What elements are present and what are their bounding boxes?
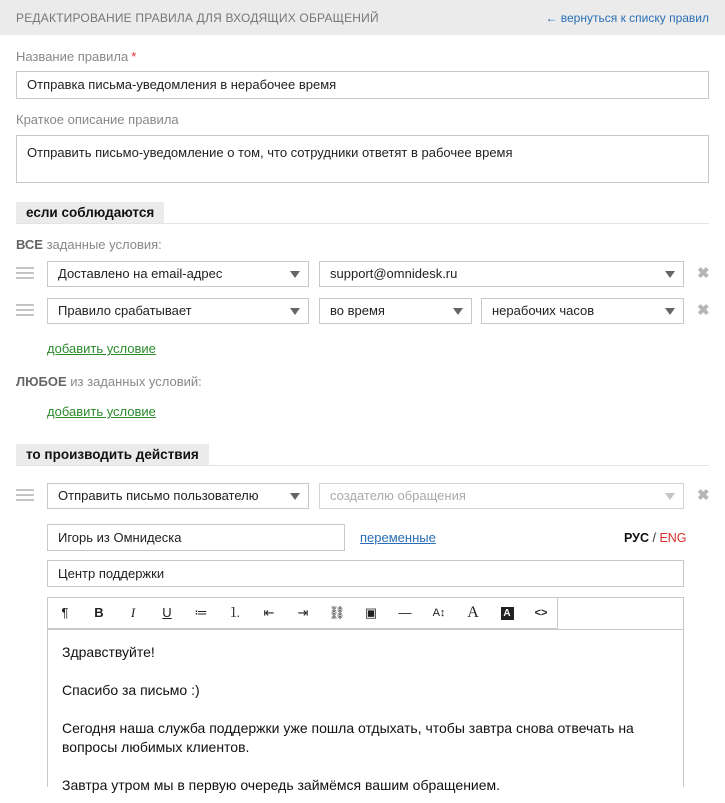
- subject-input[interactable]: Центр поддержки: [47, 560, 684, 587]
- add-condition-all-link[interactable]: добавить условие: [47, 341, 156, 356]
- editor-paragraph: Здравствуйте!: [62, 644, 155, 660]
- italic-icon[interactable]: I: [130, 605, 136, 620]
- conditions-section-label: если соблюдаются: [16, 202, 164, 223]
- chevron-down-icon: [665, 493, 675, 500]
- back-to-rules-link[interactable]: ← вернуться к списку правил: [545, 11, 709, 25]
- chevron-down-icon: [453, 308, 463, 315]
- condition-field-select[interactable]: Доставлено на email-адрес: [47, 261, 309, 287]
- link-icon[interactable]: ⛓: [328, 605, 346, 620]
- page-header: [0, 0, 725, 35]
- editor-toolbar: [48, 598, 558, 629]
- font-size-icon[interactable]: A↕: [432, 607, 446, 619]
- horizontal-rule-icon[interactable]: —: [398, 605, 412, 620]
- toolbar-divider: [48, 629, 683, 630]
- condition-value-select[interactable]: нерабочих часов: [481, 298, 684, 324]
- editor-content[interactable]: [62, 643, 667, 803]
- chevron-down-icon: [290, 308, 300, 315]
- rule-name-label: Название правила *: [16, 49, 137, 64]
- lang-en-toggle[interactable]: ENG: [659, 531, 687, 545]
- chevron-down-icon: [665, 271, 675, 278]
- conditions-section-header: [16, 202, 709, 224]
- required-mark: *: [131, 49, 137, 64]
- add-condition-any-link[interactable]: добавить условие: [47, 404, 156, 419]
- any-conditions-label: ЛЮБОЕ из заданных условий:: [16, 374, 202, 389]
- condition-value-select[interactable]: support@omnidesk.ru: [319, 261, 684, 287]
- drag-handle-icon[interactable]: [16, 304, 34, 316]
- condition-field-select[interactable]: Правило срабатывает: [47, 298, 309, 324]
- message-editor[interactable]: [47, 597, 684, 793]
- language-switch: РУС / ENG: [624, 531, 687, 545]
- condition-operator-select[interactable]: во время: [319, 298, 472, 324]
- bullet-list-icon[interactable]: ≔: [194, 605, 208, 620]
- editor-paragraph: Сегодня наша служба поддержки уже пошла отдыхать, чтобы завтра снова отвечать на вопросы любимых клиентов.: [62, 720, 634, 755]
- page-title: РЕДАКТИРОВАНИЕ ПРАВИЛА ДЛЯ ВХОДЯЩИХ ОБРАЩЕНИЙ: [16, 11, 379, 25]
- numbered-list-icon[interactable]: ⒈: [228, 605, 242, 620]
- drag-handle-icon[interactable]: [16, 267, 34, 279]
- editor-paragraph: Спасибо за письмо :): [62, 682, 200, 698]
- remove-condition-icon[interactable]: ✖: [697, 302, 710, 319]
- background-color-icon[interactable]: A: [490, 598, 524, 628]
- drag-handle-icon[interactable]: [16, 489, 34, 501]
- actions-section-header: [16, 444, 709, 466]
- action-type-select[interactable]: Отправить письмо пользователю: [47, 483, 309, 509]
- all-conditions-label: ВСЕ заданные условия:: [16, 237, 162, 252]
- chevron-down-icon: [290, 493, 300, 500]
- editor-paragraph: Завтра утром мы в первую очередь займёмся вашим обращением.: [62, 777, 501, 793]
- chevron-down-icon: [290, 271, 300, 278]
- remove-condition-icon[interactable]: ✖: [697, 265, 710, 282]
- variables-link[interactable]: переменные: [360, 530, 436, 545]
- rule-name-input[interactable]: Отправка письма-уведомления в нерабочее время: [16, 71, 709, 99]
- code-view-icon[interactable]: <>: [534, 607, 548, 619]
- chevron-down-icon: [665, 308, 675, 315]
- bold-icon[interactable]: B: [94, 605, 104, 620]
- lang-ru-toggle[interactable]: РУС: [624, 531, 649, 545]
- sender-name-input[interactable]: Игорь из Омнидеска: [47, 524, 345, 551]
- outdent-icon[interactable]: ⇤: [263, 605, 275, 620]
- underline-icon[interactable]: U: [162, 605, 172, 620]
- action-recipient-select[interactable]: создателю обращения: [319, 483, 684, 509]
- actions-section-label: то производить действия: [16, 444, 209, 465]
- image-icon[interactable]: ▣: [364, 605, 378, 620]
- rule-description-label: Краткое описание правила: [16, 112, 179, 127]
- indent-icon[interactable]: ⇥: [297, 605, 309, 620]
- font-color-icon[interactable]: A: [467, 604, 479, 621]
- rule-description-textarea[interactable]: Отправить письмо-уведомление о том, что сотрудники ответят в рабочее время: [16, 135, 709, 183]
- paragraph-format-icon[interactable]: ¶: [61, 605, 69, 620]
- remove-action-icon[interactable]: ✖: [697, 487, 710, 504]
